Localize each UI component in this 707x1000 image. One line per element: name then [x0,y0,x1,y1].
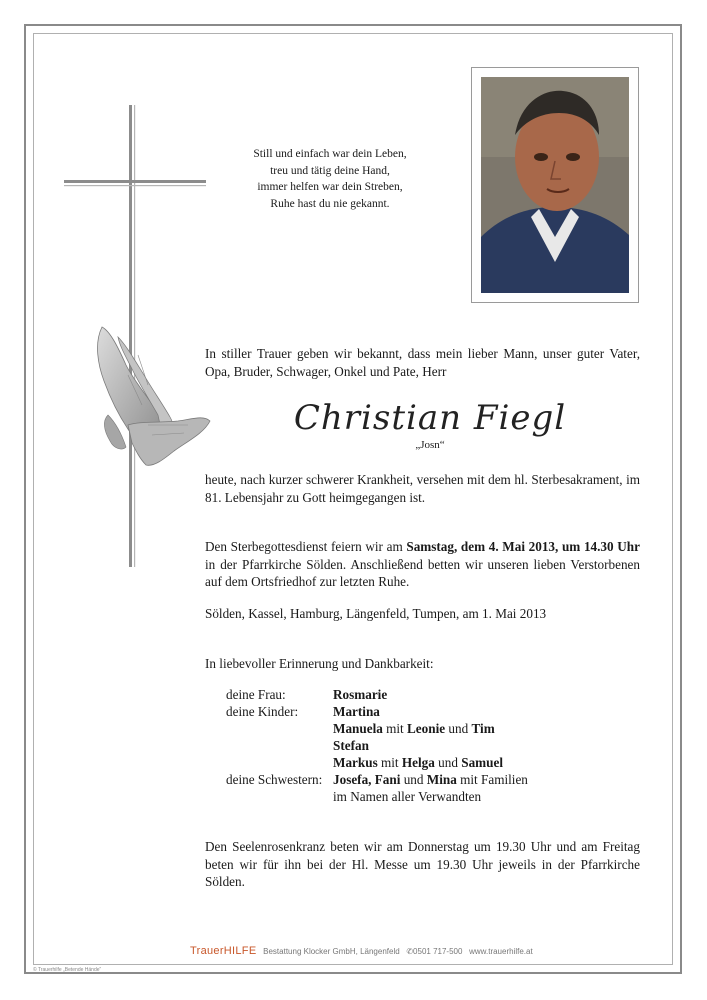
remembrance-heading: In liebevoller Erinnerung und Dankbarkeit: [205,656,434,671]
family-label: deine Frau: [226,687,286,702]
family-connector: und [445,721,472,736]
family-name: Markus [333,755,378,770]
family-value [333,771,528,788]
family-connector: und [400,772,427,787]
family-value: im Namen aller Verwandten [333,789,482,804]
image-credit: © Trauerhilfe „Betende Hände“ [33,967,102,973]
poem-line: Still und einfach war dein Leben, [253,148,407,160]
service-text [205,538,640,591]
service-rest: in der Pfarrkirche Sölden. Anschließend betten wir unseren lieben Verstorbenen auf dem Ortsfriedhof zur letzten Ruhe. [205,556,640,589]
family-name: Leonie [407,721,446,736]
footer-company: Bestattung Klocker GmbH, Längenfeld [263,947,400,956]
family-name: Rosmarie [333,687,388,702]
places-date: Sölden, Kassel, Hamburg, Längenfeld, Tumpen, am 1. Mai 2013 [205,606,547,621]
service-intro: Den Sterbegottesdienst feiern wir am [205,539,407,554]
trauerhilfe-logo: TrauerHILFE [190,945,257,957]
service-date-time: Samstag, dem 4. Mai 2013, um 14.30 Uhr [406,539,640,554]
family-connector: mit [377,755,402,770]
poem-line: treu und tätig deine Hand, [270,164,390,177]
footer-phone: 0501 717-500 [413,947,463,956]
family-value [333,703,380,720]
portrait-image [481,77,629,293]
family-value [333,720,495,737]
deceased-nickname: „Josn“ [415,439,445,451]
family-name: Mina [426,772,457,787]
rosary-text: Den Seelenrosenkranz beten wir am Donnerstag um 19.30 Uhr und am Freitag beten wir für ihn bei der Hl. Messe um 19.30 Uhr jeweils in der Pfarrkirche Sölden. [205,839,640,889]
portrait-photo [481,77,629,293]
family-name: Samuel [461,755,503,770]
announcement-text: In stiller Trauer geben wir bekannt, dass mein lieber Mann, unser guter Vater, Opa, Bruder, Schwager, Onkel und Pate, Herr [205,346,640,379]
family-connector: mit [382,721,408,736]
family-value [333,686,387,703]
phone-icon: ✆ [406,947,414,956]
poem [230,146,430,212]
footer-website[interactable]: www.trauerhilfe.at [469,947,533,956]
praying-hands-icon [88,325,213,470]
family-name: Manuela [333,721,383,736]
poem-line: immer helfen war dein Streben, [257,181,403,193]
poem-line: Ruhe hast du nie gekannt. [270,197,390,210]
family-name: Helga [401,755,435,770]
family-connector: und [434,755,462,770]
family-name: Martina [333,704,380,719]
family-label: deine Kinder: [226,704,299,719]
death-notice-text: heute, nach kurzer schwerer Krankheit, versehen mit dem hl. Sterbesakrament, im 81. Lebensjahr zu Gott heimgegangen ist. [205,472,640,505]
family-value [333,737,369,754]
portrait-frame [471,67,639,303]
deceased-name: Christian Fiegl [293,398,567,438]
family-label: deine Schwestern: [226,772,323,787]
family-connector: mit Familien [456,772,528,787]
footer [190,945,533,957]
family-value [333,754,503,771]
family-name: Tim [471,721,495,736]
family-name: Stefan [333,738,369,753]
family-name: Josefa, Fani [333,772,401,787]
